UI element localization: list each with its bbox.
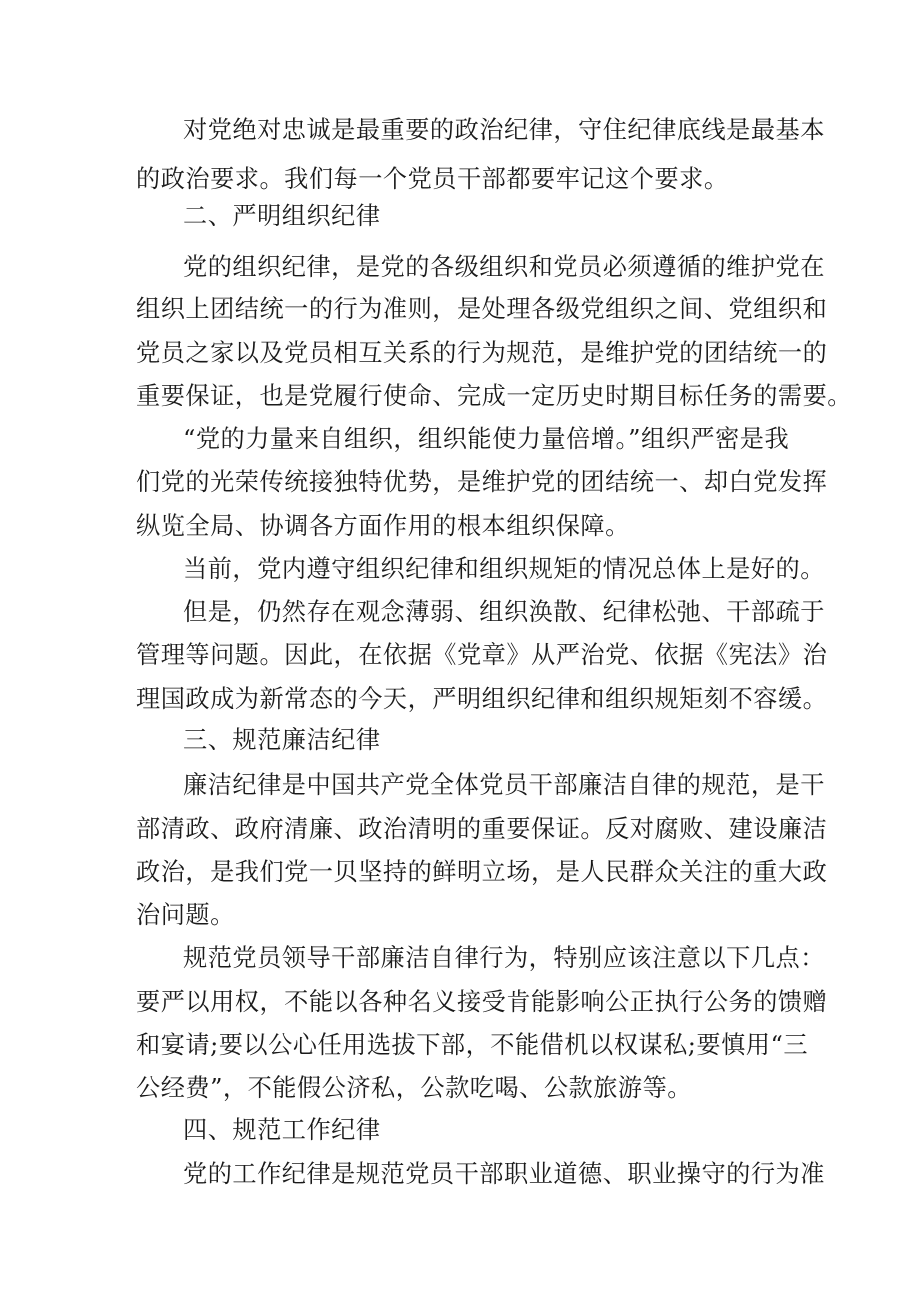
paragraph-line: 纵览全局、协调各方面作用的根本组织保障。 (136, 512, 630, 540)
paragraph-line: 和宴请;要以公心任用选拔下部，不能借机以权谋私;要慎用“三 (136, 1031, 809, 1059)
section-heading-2: 二、严明组织纪律 (183, 202, 381, 230)
section-heading-4: 四、规范工作纪律 (183, 1116, 381, 1144)
paragraph-line: 党的组织纪律，是党的各级组织和党员必须遵循的维护党在 (183, 253, 825, 281)
paragraph-line: 党的工作纪律是规范党员干部职业道德、职业操守的行为准 (183, 1160, 825, 1188)
paragraph-line: 管理等问题。因此，在依据《党章》从严治党、依据《宪法》治 (136, 641, 828, 669)
section-heading-3: 三、规范廉洁纪律 (183, 726, 381, 754)
paragraph-line: 当前，党内遵守组织纪律和组织规矩的情况总体上是好的。 (183, 555, 825, 583)
paragraph-line: 治问题。 (136, 901, 235, 929)
paragraph-line: 重要保证，也是党履行使命、完成一定历史时期目标任务的需要。 (136, 382, 852, 410)
paragraph-line: 政治，是我们党一贝坚持的鲜明立场，是人民群众关注的重大政 (136, 858, 828, 886)
paragraph-line: 理国政成为新常态的今天，严明组织纪律和组织规矩刻不容缓。 (136, 685, 828, 713)
paragraph-line: 公经费”，不能假公济私，公款吃喝、公款旅游等。 (136, 1074, 692, 1102)
paragraph-line: 部清政、政府清廉、政治清明的重要保证。反对腐败、建设廉洁 (136, 815, 828, 843)
paragraph-line: 们党的光荣传统接独特优势，是维护党的团结统一、却白党发挥 (136, 468, 828, 496)
paragraph-line: 规范党员领导干部廉洁自律行为，特别应该注意以下几点： (183, 944, 825, 972)
paragraph-line: 的政治要求。我们每一个党员干部都要牢记这个要求。 (136, 165, 729, 193)
paragraph-line: 组织上团结统一的行为准则，是处理各级党组织之间、党组织和 (136, 295, 828, 323)
paragraph-line: 但是，仍然存在观念薄弱、组织涣散、纪律松弛、干部疏于 (183, 598, 825, 626)
paragraph-line: “党的力量来自组织，组织能使力量倍增。”组织严密是我 (183, 425, 790, 453)
paragraph-line: 对党绝对忠诚是最重要的政治纪律，守住纪律底线是最基本 (183, 116, 825, 144)
paragraph-line: 廉洁纪律是中国共产党全体党员干部廉洁自律的规范，是干 (183, 771, 825, 799)
paragraph-line: 要严以用权，不能以各种名义接受肯能影响公正执行公务的馈赠 (136, 988, 828, 1016)
paragraph-line: 党员之家以及党员相互关系的行为规范，是维护党的团结统一的 (136, 339, 828, 367)
